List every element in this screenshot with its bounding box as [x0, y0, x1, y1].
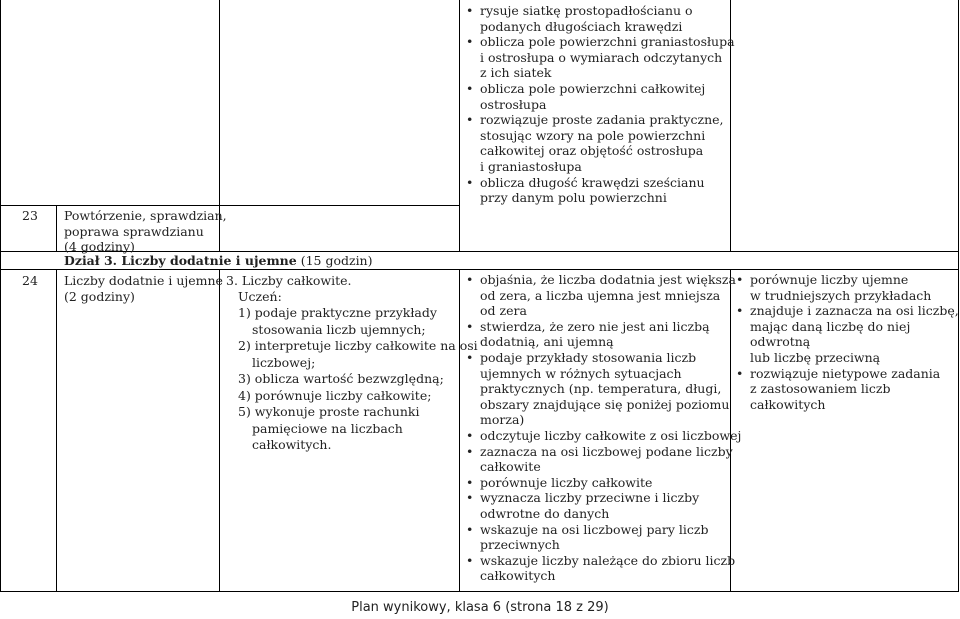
- requirement-line: • rozwiązuje nietypowe zadania: [750, 365, 941, 381]
- topic-line: poprawa sprawdzianu: [64, 224, 204, 239]
- requirement-line: ujemnych w różnych sytuacjach: [480, 365, 682, 381]
- col-divider: [56, 205, 57, 251]
- requirement-item: [460, 490, 741, 521]
- content-list: [238, 305, 478, 454]
- topic-line: Liczby dodatnie i ujemne: [64, 273, 223, 288]
- requirement-item: [460, 522, 741, 553]
- requirement-line: • rozwiązuje proste zadania praktyczne,: [480, 112, 724, 128]
- requirement-line: i graniastosłupa: [480, 158, 582, 174]
- col-divider: [0, 0, 1, 592]
- requirement-item: [730, 272, 960, 303]
- content-line: 5) wykonuje proste rachunki: [238, 404, 420, 419]
- requirement-line: mając daną liczbę do niej odwrotną: [750, 318, 911, 350]
- requirement-item: [460, 3, 735, 34]
- requirement-line: i ostrosłupa o wymiarach odczytanych: [480, 49, 723, 65]
- section-hours: (15 godzin): [296, 253, 373, 268]
- row-divider: [0, 251, 959, 252]
- requirement-item: [460, 319, 741, 350]
- requirement-line: • oblicza długość krawędzi sześcianu: [480, 174, 705, 190]
- basic-requirements-list: [460, 3, 735, 206]
- requirement-item: [460, 475, 741, 491]
- content-line: całkowitych.: [252, 437, 332, 452]
- requirement-line: • znajduje i zaznacza na osi liczbę,: [750, 303, 959, 319]
- requirement-item: [460, 350, 741, 428]
- requirement-line: przeciwnych: [480, 537, 560, 553]
- col-divider: [56, 269, 57, 592]
- requirement-item: [460, 112, 735, 174]
- requirement-line: całkowite: [480, 459, 541, 475]
- page-footer: Plan wynikowy, klasa 6 (strona 18 z 29): [351, 600, 609, 615]
- requirement-line: • oblicza pole powierzchni graniastosłupa: [480, 34, 735, 50]
- content-line: 1) podaje praktyczne przykłady: [238, 305, 437, 320]
- requirement-line: • objaśnia, że liczba dodatnia jest większa: [480, 272, 736, 287]
- section-heading: [64, 253, 373, 269]
- topic-line: (4 godziny): [64, 239, 135, 254]
- requirement-line: • porównuje liczby ujemne: [750, 272, 909, 287]
- requirement-line: lub liczbę przeciwną: [750, 349, 881, 365]
- content-line: stosowania liczb ujemnych;: [252, 321, 426, 337]
- requirement-line: • stwierdza, że zero nie jest ani liczbą: [480, 318, 710, 334]
- row-number: 23: [22, 208, 38, 223]
- requirement-line: podanych długościach krawędzi: [480, 18, 683, 34]
- requirement-line: ostrosłupa: [480, 96, 547, 112]
- requirement-item: [460, 34, 735, 81]
- requirement-line: • zaznacza na osi liczbowej podane liczby: [480, 443, 733, 459]
- requirement-line: odwrotne do danych: [480, 505, 610, 521]
- requirement-line: • porównuje liczby całkowite: [480, 474, 653, 490]
- requirement-line: całkowitej oraz objętość ostrosłupa: [480, 143, 704, 159]
- requirement-line: • rysuje siatkę prostopadłościanu o: [480, 3, 693, 18]
- requirement-line: od zera, a liczba ujemna jest mniejsza: [480, 287, 721, 303]
- requirement-line: praktycznych (np. temperatura, długi,: [480, 381, 722, 397]
- requirement-item: [460, 428, 741, 444]
- requirement-line: w trudniejszych przykładach: [750, 287, 932, 303]
- col-divider: [219, 269, 220, 592]
- requirement-line: • wskazuje liczby należące do zbioru liczb: [480, 552, 736, 568]
- topic-line: (2 godziny): [64, 289, 135, 304]
- requirement-line: z zastosowaniem liczb całkowitych: [750, 381, 891, 412]
- basic-requirements-list: [460, 272, 741, 584]
- row-divider: [0, 269, 959, 270]
- requirement-line: • odczytuje liczby całkowite z osi liczbowej: [480, 427, 742, 443]
- section-title: Dział 3. Liczby dodatnie i ujemne: [64, 253, 297, 268]
- requirement-line: obszary znajdujące się poniżej poziomu: [480, 396, 730, 412]
- requirement-line: morza): [480, 412, 525, 428]
- requirement-line: dodatnią, ani ujemną: [480, 334, 614, 350]
- content-line: 3) oblicza wartość bezwzględną;: [238, 371, 444, 386]
- requirement-line: • wskazuje na osi liczbowej pary liczb: [480, 521, 709, 537]
- topic-line: Powtórzenie, sprawdzian,: [64, 208, 227, 223]
- content-line: pamięciowe na liczbach: [252, 420, 403, 436]
- requirement-item: [460, 81, 735, 112]
- content-line: liczbowej;: [252, 354, 316, 370]
- content-intro: Uczeń:: [238, 289, 282, 304]
- requirement-line: • podaje przykłady stosowania liczb: [480, 349, 697, 365]
- requirement-line: przy danym polu powierzchni: [480, 190, 667, 206]
- row-number: 24: [22, 273, 38, 288]
- requirement-item: [730, 303, 960, 365]
- requirement-line: całkowitych: [480, 568, 556, 584]
- requirement-line: • oblicza pole powierzchni całkowitej: [480, 80, 706, 96]
- requirement-item: [460, 444, 741, 475]
- content-line: 4) porównuje liczby całkowite;: [238, 387, 432, 403]
- requirement-line: stosując wzory na pole powierzchni: [480, 127, 706, 143]
- content-title: 3. Liczby całkowite.: [226, 273, 352, 288]
- content-line: 2) interpretuje liczby całkowite na osi: [238, 338, 478, 353]
- requirement-line: z ich siatek: [480, 65, 552, 81]
- row-divider: [0, 205, 459, 206]
- requirement-item: [460, 272, 741, 319]
- requirement-item: [730, 366, 960, 413]
- requirement-line: • wyznacza liczby przeciwne i liczby: [480, 490, 700, 506]
- extended-requirements-list: [730, 272, 960, 412]
- requirement-item: [460, 553, 741, 584]
- requirement-item: [460, 175, 735, 206]
- row-divider: [0, 591, 959, 592]
- requirement-line: od zera: [480, 303, 527, 319]
